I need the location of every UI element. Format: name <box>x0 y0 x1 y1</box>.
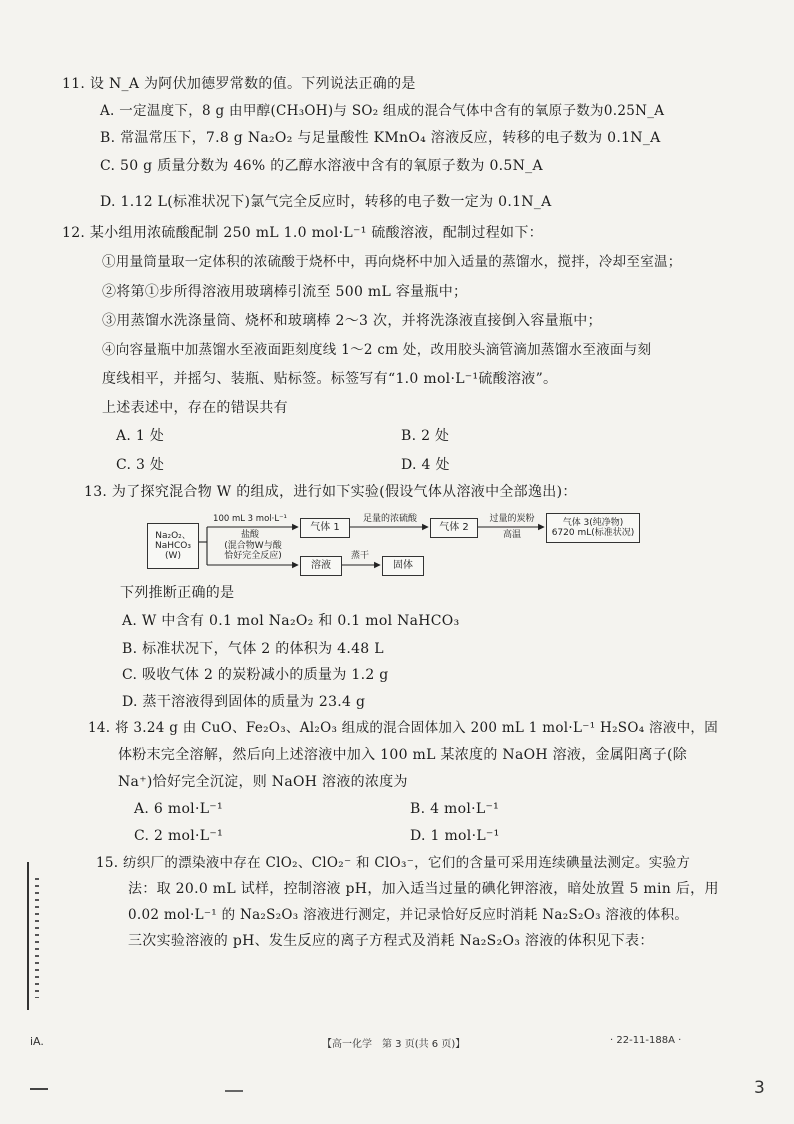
q11-option-d: D. 1.12 L(标准状况下)氯气完全反应时，转移的电子数一定为 0.1N_A <box>100 194 552 210</box>
q12-step-3: ③用蒸馏水洗涤量筒、烧杯和玻璃棒 2～3 次，并将洗涤液直接倒入容量瓶中； <box>102 313 602 329</box>
q12-option-b: B. 2 处 <box>401 428 450 444</box>
q13-stem: 13. 为了探究混合物 W 的组成，进行如下实验(假设气体从溶液中全部逸出)： <box>84 484 577 500</box>
gas-1-box: 气体 1 <box>300 518 350 538</box>
mixture-w-line-1: Na₂O₂、 <box>155 531 191 541</box>
page-corner-number: 3 <box>754 1078 765 1098</box>
mixture-w-line-3: (W) <box>165 551 181 561</box>
q12-question: 上述表述中，存在的错误共有 <box>102 400 288 416</box>
q13-option-a: A. W 中含有 0.1 mol Na₂O₂ 和 0.1 mol NaHCO₃ <box>122 613 460 629</box>
q14-option-b: B. 4 mol·L⁻¹ <box>410 801 500 817</box>
q14-line-2: 体粉末完全溶解，然后向上述溶液中加入 100 mL 某浓度的 NaOH 溶液，金属阳离子(除 <box>118 747 688 763</box>
arrow-4-condition: 蒸干 <box>350 551 369 561</box>
q14-line-1: 14. 将 3.24 g 由 CuO、Fe₂O₃、Al₂O₃ 组成的混合固体加入 200 mL 1 mol·L⁻¹ H₂SO₄ 溶液中，固 <box>88 720 718 736</box>
q13-option-c: C. 吸收气体 2 的炭粉减小的质量为 1.2 g <box>122 667 389 683</box>
binding-margin-frame <box>27 862 51 1010</box>
q12-step-2: ②将第①步所得溶液用玻璃棒引流至 500 mL 容量瓶中； <box>102 284 468 300</box>
q13-option-d: D. 蒸干溶液得到固体的质量为 23.4 g <box>122 694 366 710</box>
margin-mark: iA. <box>30 1035 44 1048</box>
q12-step-4-line-1: ④向容量瓶中加蒸馏水至液面距刻度线 1～2 cm 处，改用胶头滴管滴加蒸馏水至液面与刻 <box>102 342 652 358</box>
solution-box: 溶液 <box>300 556 342 576</box>
arrow-2-reagent: 足量的浓硫酸 <box>362 513 417 524</box>
mixture-w-box <box>147 523 199 569</box>
q15-line-1: 15. 纺织厂的漂染液中存在 ClO₂、ClO₂⁻ 和 ClO₃⁻，它们的含量可采用连续碘量法测定。实验方 <box>96 855 691 871</box>
q13-option-b: B. 标准状况下，气体 2 的体积为 4.48 L <box>122 641 384 657</box>
q11-option-b: B. 常温常压下，7.8 g Na₂O₂ 与足量酸性 KMnO₄ 溶液反应，转移的电子数为 0.1N_A <box>100 130 661 146</box>
binding-margin-hatch <box>35 878 39 998</box>
arrow-3-condition: 高温 <box>502 530 521 540</box>
q12-option-c: C. 3 处 <box>116 457 165 473</box>
bottom-left-scan-mark <box>30 1088 48 1090</box>
q11-option-c: C. 50 g 质量分数为 46% 的乙醇水溶液中含有的氧原子数为 0.5N_A <box>100 158 543 174</box>
q12-step-1: ①用量筒量取一定体积的浓硫酸于烧杯中，再向烧杯中加入适量的蒸馏水，搅拌，冷却至室温； <box>102 254 682 270</box>
gas-3-line-1: 气体 3(纯净物) <box>562 518 624 528</box>
q11-option-a: A. 一定温度下，8 g 由甲醇(CH₃OH)与 SO₂ 组成的混合气体中含有的氧原子数为0.25N_A <box>100 103 665 119</box>
q12-option-a: A. 1 处 <box>116 428 165 444</box>
mixture-w-line-2: NaHCO₃ <box>155 541 191 551</box>
q12-option-d: D. 4 处 <box>401 457 450 473</box>
arrow-1-reagent: 100 mL 3 mol·L⁻¹ <box>213 513 287 524</box>
arrow-1-note-line-1: (混合物W与酸 <box>224 541 282 551</box>
arrow-3-reagent: 过量的炭粉 <box>489 513 535 524</box>
arrow-1-note-line-2: 恰好完全反应) <box>224 551 282 561</box>
gas-2-box: 气体 2 <box>430 518 478 538</box>
bottom-scan-mark <box>225 1090 243 1092</box>
q15-line-2: 法：取 20.0 mL 试样，控制溶液 pH，加入适当过量的碘化钾溶液，暗处放置 5 min 后，用 <box>128 881 719 897</box>
q14-option-a: A. 6 mol·L⁻¹ <box>134 801 223 817</box>
q14-option-c: C. 2 mol·L⁻¹ <box>134 828 224 844</box>
q14-line-3: Na⁺)恰好完全沉淀，则 NaOH 溶液的浓度为 <box>118 774 408 790</box>
page-footer-center: 【高一化学 第 3 页(共 6 页)】 <box>322 1039 466 1050</box>
gas-3-line-2: 6720 mL(标准状况) <box>551 528 635 538</box>
q12-step-4-line-2: 度线相平，并摇匀、装瓶、贴标签。标签写有“1.0 mol·L⁻¹硫酸溶液”。 <box>102 371 558 387</box>
arrow-1-reagent-name: 盐酸 <box>240 530 259 540</box>
page-footer-code: · 22-11-188A · <box>610 1035 682 1046</box>
q13-question: 下列推断正确的是 <box>120 585 235 601</box>
q12-stem: 12. 某小组用浓硫酸配制 250 mL 1.0 mol·L⁻¹ 硫酸溶液，配制过程如下： <box>62 225 543 241</box>
q14-option-d: D. 1 mol·L⁻¹ <box>410 828 500 844</box>
q15-line-4: 三次实验溶液的 pH、发生反应的离子方程式及消耗 Na₂S₂O₃ 溶液的体积见下表： <box>128 933 654 949</box>
solid-box: 固体 <box>382 556 424 576</box>
q15-line-3: 0.02 mol·L⁻¹ 的 Na₂S₂O₃ 溶液进行测定，并记录恰好反应时消耗 Na₂S₂O₃ 溶液的体积。 <box>128 907 689 923</box>
q11-stem: 11. 设 N_A 为阿伏加德罗常数的值。下列说法正确的是 <box>62 76 416 92</box>
gas-3-box <box>546 513 640 543</box>
